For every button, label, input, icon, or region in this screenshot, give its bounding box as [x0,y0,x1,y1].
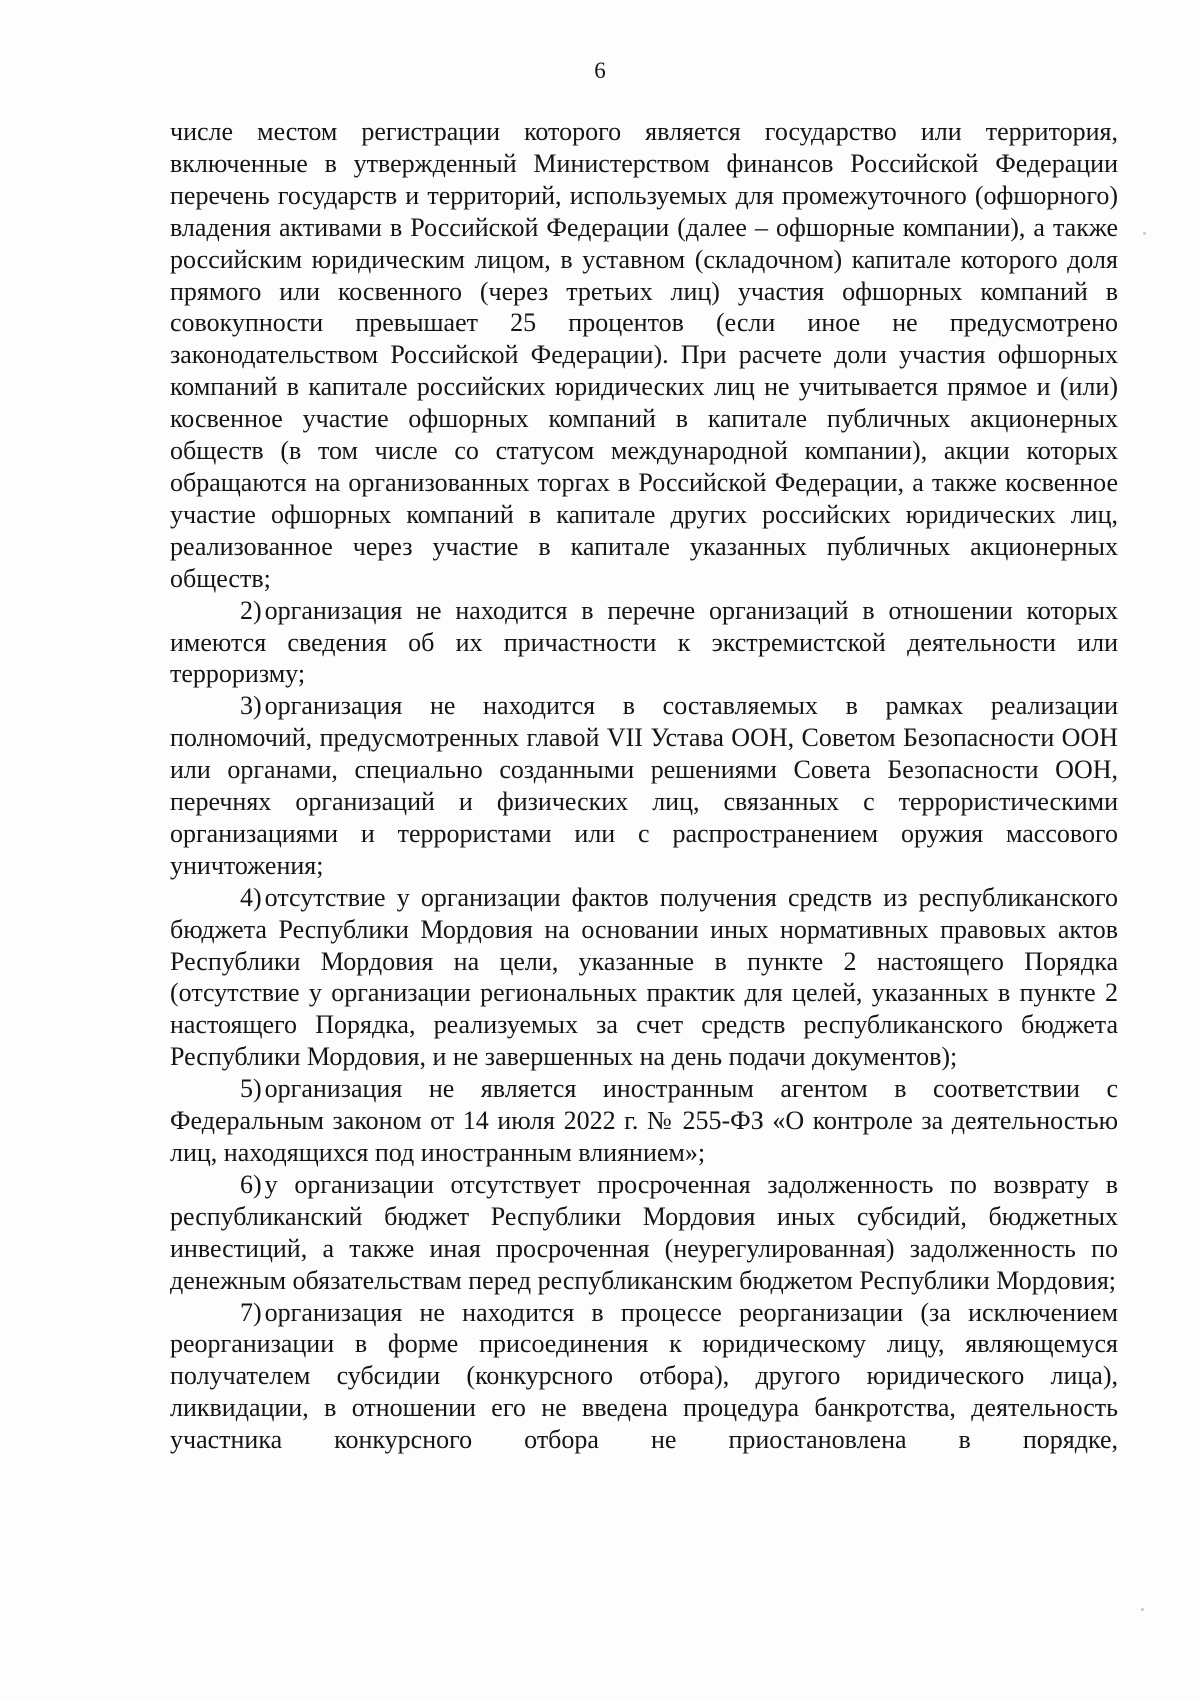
paragraph-text: числе местом регистрации которого является государство или территория, включенные в утвержденный Министерством финансов Российской Федерации перечень государств и территорий, используемых для промежуточного (офшорного) владения активами в Российской Федерации (далее – офшорные компании), а также российским юридическим лицом, в уставном (складочном) капитале которого доля прямого или косвенного (через третьих лиц) участия офшорных компаний в совокупности превышает 25 процентов (если иное не предусмотрено законодательством Российской Федерации). При расчете доли участия офшорных компаний в капитале российских юридических лиц не учитывается прямое и (или) косвенное участие офшорных компаний в капитале публичных акционерных обществ (в том числе со статусом международной компании), акции которых обращаются на организованных торгах в Российской Федерации, а также косвенное участие офшорных компаний в капитале других российских юридических лиц, реализованное через участие в капитале указанных публичных акционерных обществ; [170,117,1118,593]
list-item-3 [170,690,1118,881]
document-body [170,116,1118,1456]
list-item-6 [170,1169,1118,1297]
list-item-number: 5) [240,1074,262,1104]
list-item-text: организация не находится в перечне организаций в отношении которых имеются сведения об их причастности к экстремистской деятельности или терроризму; [170,595,1118,689]
list-item-number: 6) [240,1169,262,1199]
scan-speck [1143,232,1146,235]
page-number: 6 [594,58,606,83]
list-item-text: организация не находится в составляемых в рамках реализации полномочий, предусмотренных главой VII Устава ООН, Советом Безопасности ООН или органами, специально созданными решениями Совета Безопасности ООН, перечнях организаций и физических лиц, связанных с террористическими организациями и террористами или с распространением оружия массового уничтожения; [170,691,1118,880]
scan-speck [1141,1608,1144,1611]
paragraph-offshore-companies [170,116,1118,595]
list-item-7 [170,1297,1118,1457]
list-item-number: 3) [240,691,262,721]
list-item-text: у организации отсутствует просроченная задолженность по возврату в республиканский бюджет Республики Мордовия иных субсидий, бюджетных инвестиций, а также иная просроченная (неурегулированная) задолженность по денежным обязательствам перед республиканским бюджетом Республики Мордовия; [170,1169,1118,1295]
list-item-number: 7) [240,1297,262,1327]
list-item-number: 2) [240,595,262,625]
list-item-4 [170,882,1118,1073]
list-item-5 [170,1073,1118,1169]
list-item-text: организация не находится в процессе реорганизации (за исключением реорганизации в форме присоединения к юридическому лицу, являющемуся получателем субсидии (конкурсного отбора), другого юридического лица), ликвидации, в отношении его не введена процедура банкротства, деятельность участника конкурсного отбора не приостановлена в порядке, [170,1297,1118,1455]
list-item-2 [170,595,1118,691]
list-item-number: 4) [240,882,262,912]
list-item-text: отсутствие у организации фактов получения средств из республиканского бюджета Республики Мордовия на основании иных нормативных правовых актов Республики Мордовия на цели, указанные в пункте 2 настоящего Порядка (отсутствие у организации региональных практик для целей, указанных в пункте 2 настоящего Порядка, реализуемых за счет средств республиканского бюджета Республики Мордовия, и не завершенных на день подачи документов); [170,882,1118,1072]
list-item-text: организация не является иностранным агентом в соответствии с Федеральным законом от 14 июля 2022 г. № 255-ФЗ «О контроле за деятельностью лиц, находящихся под иностранным влиянием»; [170,1074,1118,1167]
